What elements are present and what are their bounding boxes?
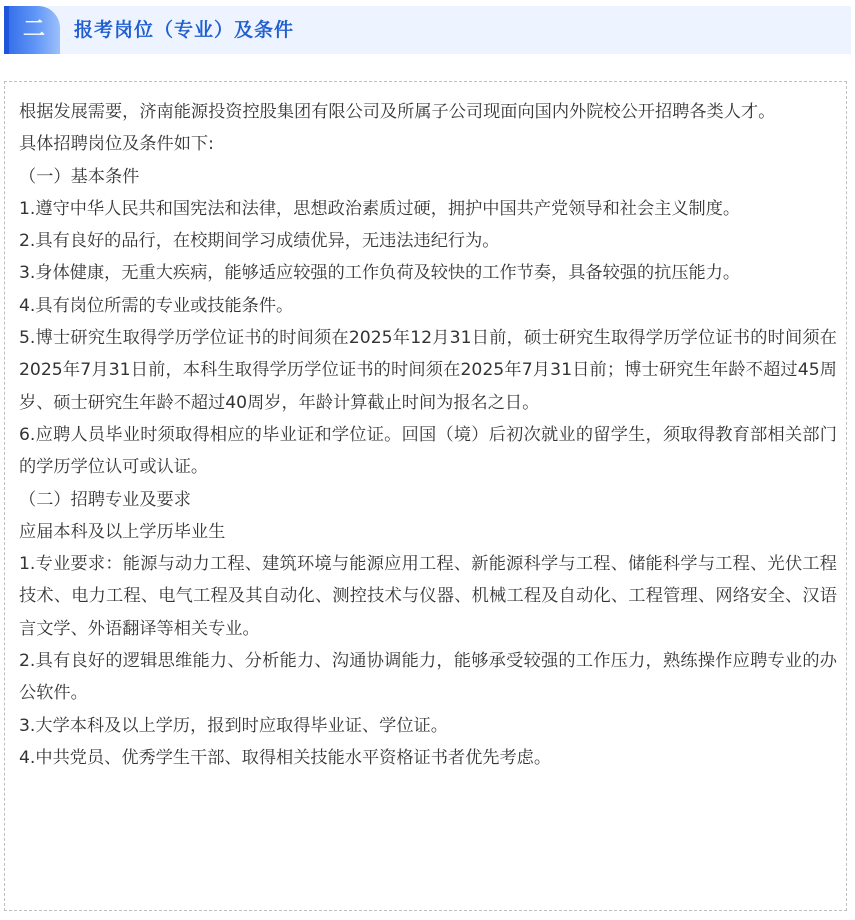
badge-accent-bar [4, 6, 9, 54]
condition-item-1: 1.遵守中华人民共和国宪法和法律，思想政治素质过硬，拥护中国共产党领导和社会主义制度。 [19, 198, 741, 219]
requirement-item-3: 3.大学本科及以上学历，报到时应取得毕业证、学位证。 [19, 715, 448, 736]
section-number: 二 [22, 17, 45, 42]
condition-item-5: 5.博士研究生取得学历学位证书的时间须在2025年12月31日前，硕士研究生取得学历学位证书的时间须在2025年7月31日前，本科生取得学历学位证书的时间须在2025年7月31日前；博士研究生年龄不超过45周岁、硕士研究生年龄不超过40周岁，年龄计算截止时间为报名之日。 [19, 328, 837, 413]
condition-item-3: 3.身体健康，无重大疾病，能够适应较强的工作负荷及较快的工作节奏，具备较强的抗压能力。 [19, 263, 741, 284]
condition-item-4: 4.具有岗位所需的专业或技能条件。 [19, 295, 294, 316]
target-group-label: 应届本科及以上学历毕业生 [19, 521, 226, 542]
requirement-item-2: 2.具有良好的逻辑思维能力、分析能力、沟通协调能力，能够承受较强的工作压力，熟练操作应聘专业的办公软件。 [19, 651, 837, 704]
condition-item-6: 6.应聘人员毕业时须取得相应的毕业证和学位证。回国（境）后初次就业的留学生，须取得教育部相关部门的学历学位认可或认证。 [19, 424, 837, 478]
intro-subline: 具体招聘岗位及条件如下: [19, 134, 214, 155]
content-box [4, 81, 847, 911]
condition-item-2: 2.具有良好的品行，在校期间学习成绩优异，无违法违纪行为。 [19, 231, 500, 252]
intro-paragraph: 根据发展需要，济南能源投资控股集团有限公司及所属子公司现面向国内外院校公开招聘各类人才。 [19, 102, 776, 122]
section-number-badge [4, 6, 60, 54]
requirement-item-1: 1.专业要求：能源与动力工程、建筑环境与能源应用工程、新能源科学与工程、储能科学与工程、光伏工程技术、电力工程、电气工程及其自动化、测控技术与仪器、机械工程及自动化、工程管理、网络安全、汉语言文学、外语翻译等相关专业。 [19, 554, 837, 639]
section-title: 报考岗位（专业）及条件 [74, 19, 295, 41]
subsection-heading-majors: （二）招聘专业及要求 [19, 489, 191, 510]
content-body [19, 96, 837, 774]
requirement-item-4: 4.中共党员、优秀学生干部、取得相关技能水平资格证书者优先考虑。 [19, 747, 552, 768]
subsection-heading-basic-conditions: （一）基本条件 [19, 166, 140, 187]
section-header [4, 6, 851, 54]
